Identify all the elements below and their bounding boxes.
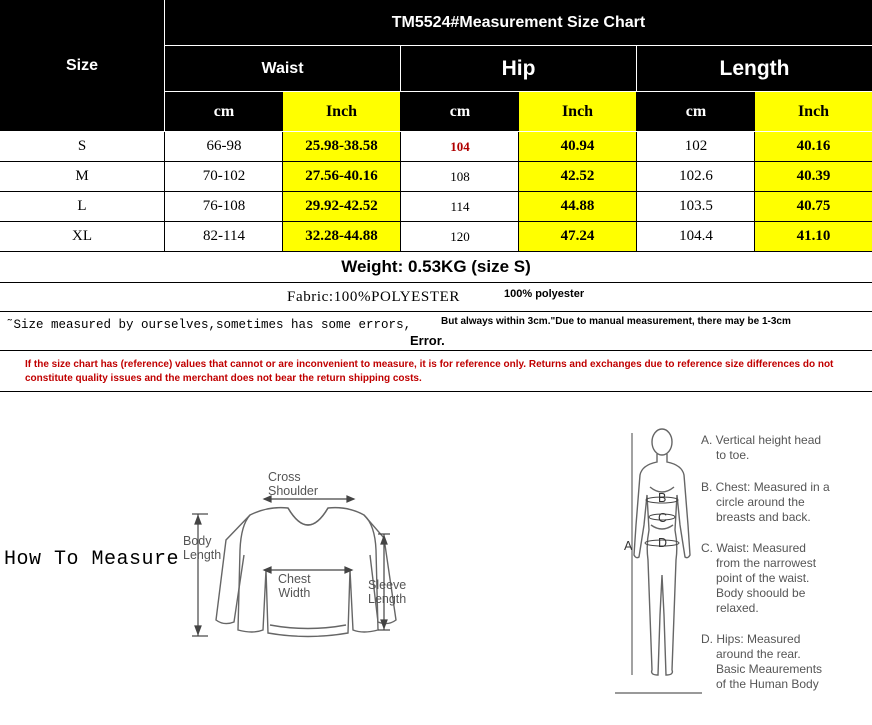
note-line-2: Error.: [410, 333, 445, 348]
letter-a: A: [624, 539, 633, 553]
table-cell-waist_in: 32.28-44.88: [283, 222, 400, 251]
body-note-line: to toe.: [716, 448, 750, 462]
table-cell-waist_in: 25.98-38.58: [283, 132, 400, 161]
body-illustration: [612, 425, 702, 697]
table-cell-waist_cm: 66-98: [206, 138, 242, 154]
sleeve-length-label: Sleeve Length: [368, 578, 407, 606]
hip-header: Hip: [501, 56, 536, 80]
waist-inch-header: Inch: [283, 92, 400, 131]
body-note-line: B. Chest: Measured in a: [701, 480, 830, 494]
column-divider: [518, 132, 519, 252]
how-to-measure-title: How To Measure: [4, 548, 180, 571]
table-cell-hip_cm: 104: [450, 138, 470, 154]
table-cell-len_in: 40.75: [755, 192, 872, 221]
table-cell-hip_cm: 120: [450, 228, 470, 244]
table-cell-len_in: 40.39: [755, 162, 872, 191]
table-cell-hip_cm: 108: [450, 168, 470, 184]
fabric-label: Fabric:100%POLYESTER: [287, 289, 460, 305]
body-note-line: relaxed.: [716, 601, 759, 615]
chart-title: TM5524#Measurement Size Chart: [391, 13, 646, 31]
waist-cm-header: cm: [213, 102, 235, 120]
body-note: [701, 480, 830, 525]
fabric-row: [0, 283, 872, 311]
reference-warning: [0, 351, 872, 391]
body-note-line: from the narrowest: [716, 556, 817, 570]
table-cell-waist_cm: 70-102: [202, 168, 246, 184]
note-line-1b: But always within 3cm."Due to manual measurement, there may be 1-3cm: [441, 316, 791, 327]
table-cell-waist_cm: 76-108: [202, 198, 246, 214]
weight-info: Weight: 0.53KG (size S): [341, 257, 531, 276]
cross-shoulder-label: Cross Shoulder: [268, 470, 319, 498]
table-cell-len_cm: 104.4: [679, 228, 713, 244]
body-note-line: circle around the: [716, 495, 805, 509]
column-divider: [282, 132, 283, 252]
table-cell-len_in: 41.10: [755, 222, 872, 251]
warning-text: If the size chart has (reference) values that cannot or are inconvenient to measure, it is for reference only. Returns and exchanges due to reference size differences do not constitute quality issues and the merchant does not bear the return shipping costs.: [25, 359, 834, 384]
body-note-line: Basic Meaurements: [716, 662, 823, 676]
table-cell-len_in: 40.16: [755, 132, 872, 161]
body-note-line: around the rear.: [716, 647, 801, 661]
column-divider: [164, 132, 165, 252]
table-cell-len_cm: 103.5: [679, 198, 713, 214]
column-divider: [636, 132, 637, 252]
table-cell-hip_in: 40.94: [519, 132, 636, 161]
body-note: [701, 433, 821, 463]
table-cell-size: M: [75, 168, 89, 184]
chest-width-label: Chest Width: [278, 572, 311, 600]
table-cell-size: L: [77, 198, 87, 214]
column-divider: [400, 132, 401, 252]
body-note: [701, 541, 816, 616]
body-note-line: breasts and back.: [716, 510, 811, 524]
table-cell-waist_cm: 82-114: [203, 228, 245, 244]
letter-c: C: [658, 511, 668, 525]
length-inch-header: Inch: [755, 92, 872, 131]
table-cell-waist_in: 27.56-40.16: [283, 162, 400, 191]
body-note-line: D. Hips: Measured: [701, 632, 801, 646]
fabric-extra: 100% polyester: [504, 288, 585, 300]
body-note-line: of the Human Body: [716, 677, 819, 691]
body-diagram: [612, 425, 852, 700]
column-divider: [754, 132, 755, 252]
length-cm-header: cm: [685, 102, 707, 120]
table-cell-len_cm: 102.6: [679, 168, 713, 184]
length-header: Length: [719, 56, 790, 80]
waist-header: Waist: [261, 59, 304, 77]
size-header: Size: [65, 56, 98, 74]
body-note-line: C. Waist: Measured: [701, 541, 806, 555]
table-cell-hip_cm: 114: [450, 198, 470, 214]
note-line-1: ˜Size measured by ourselves,sometimes has some errors,: [6, 318, 412, 332]
table-cell-hip_in: 42.52: [519, 162, 636, 191]
hip-inch-header: Inch: [519, 92, 636, 131]
table-cell-size: XL: [72, 228, 92, 244]
table-cell-hip_in: 47.24: [519, 222, 636, 251]
table-cell-hip_in: 44.88: [519, 192, 636, 221]
body-length-label: Body Length: [183, 534, 222, 562]
shirt-diagram: [178, 470, 428, 650]
body-note: [701, 632, 822, 692]
table-cell-size: S: [77, 138, 87, 154]
measurement-note: [0, 312, 872, 350]
hip-cm-header: cm: [449, 102, 471, 120]
table-cell-len_cm: 102: [684, 138, 708, 154]
letter-b: B: [658, 491, 667, 505]
body-note-line: Body shoould be: [716, 586, 806, 600]
divider: [0, 391, 872, 392]
letter-d: D: [658, 536, 668, 550]
body-note-line: point of the waist.: [716, 571, 810, 585]
table-cell-waist_in: 29.92-42.52: [283, 192, 400, 221]
body-note-line: A. Vertical height head: [701, 433, 822, 447]
